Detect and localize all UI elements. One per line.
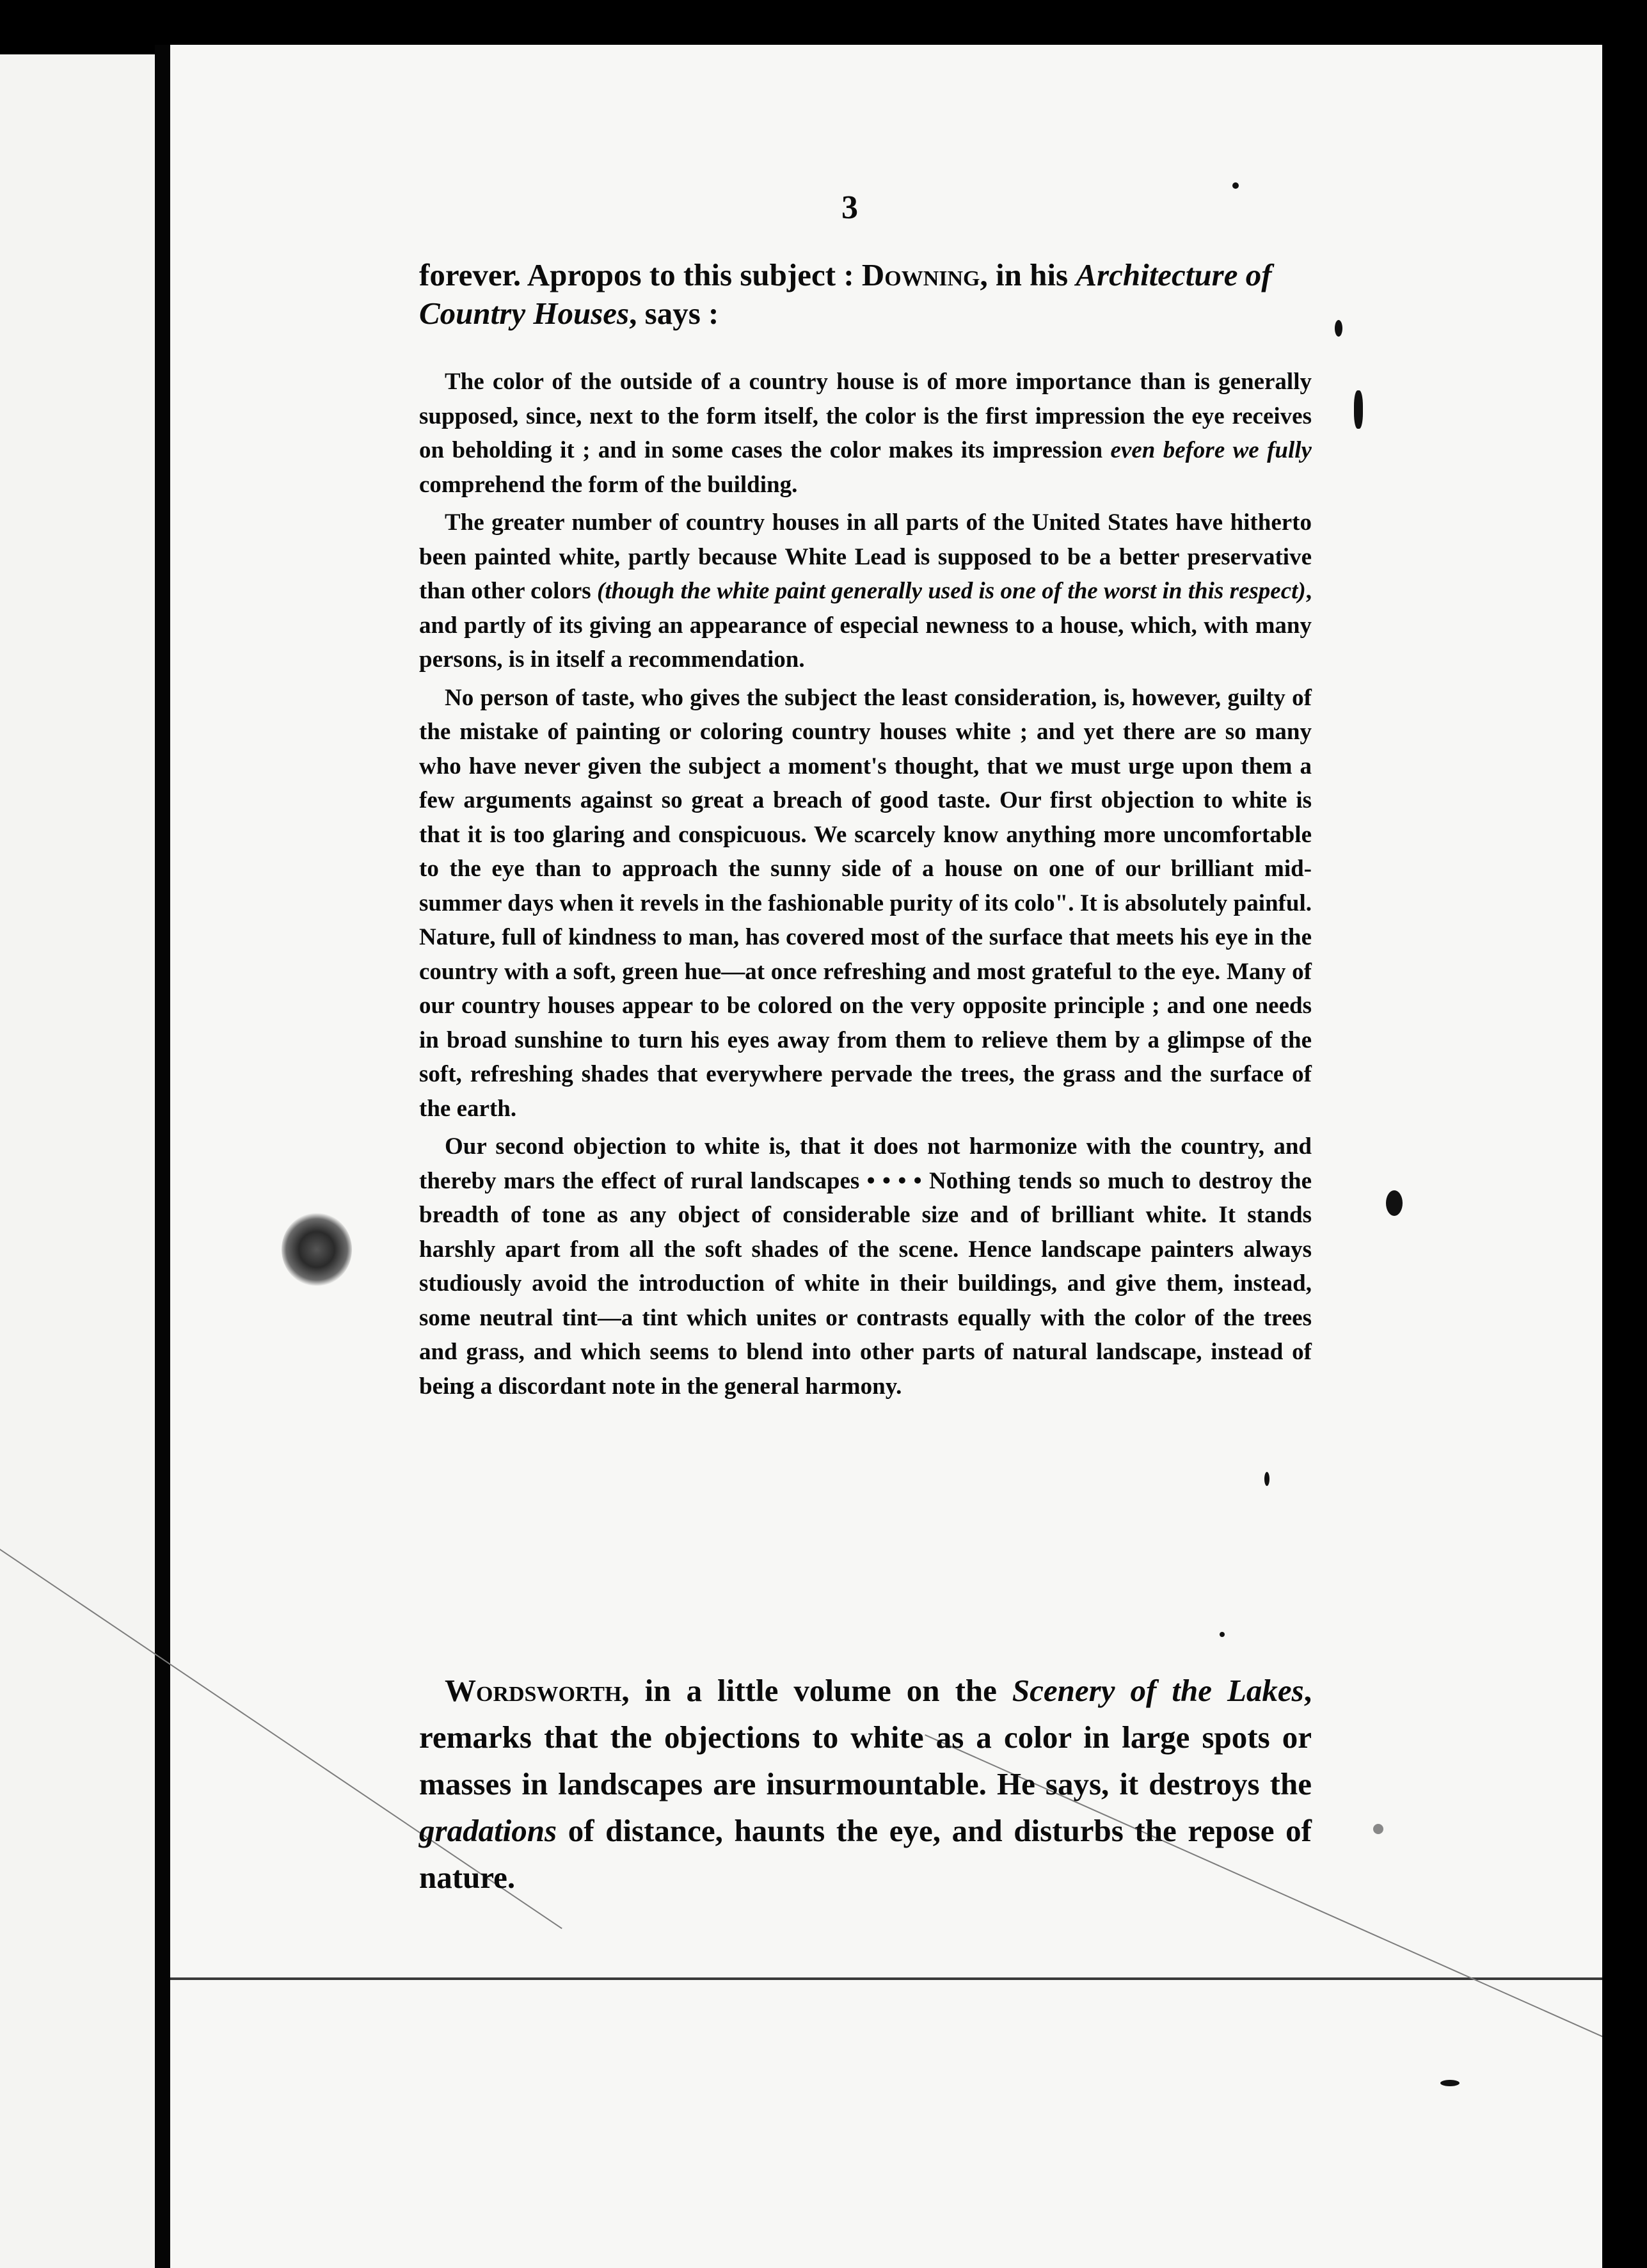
adjacent-page-edge — [0, 54, 155, 2268]
page-number: 3 — [841, 189, 858, 226]
book-title: Architecture of Country Houses — [419, 257, 1272, 331]
ink-speck — [1335, 320, 1342, 337]
intro-paragraph: forever. Apropos to this subject : Downing, in his Architecture of Country Houses, says : — [419, 257, 1272, 331]
ink-speck — [1220, 1632, 1225, 1637]
author-name: Downing — [861, 257, 980, 292]
quote-paragraph: No person of taste, who gives the subject the least consideration, is, however, guilty of the mistake of painting or coloring country houses white ; and yet there are so many who have never given the subject a moment's thought, that we must urge upon them a few arguments against so great a breach of good taste. Our first objection to white is that it is too glaring and conspicuous. We scarcely know anything more uncomfortable to the eye than to approach the sunny side of a house on one of our brilliant mid-summer days when it revels in the fashionable purity of its colo". It is absolutely painful. Nature, full of kindness to man, has covered most of the surface that meets his eye in the country with a soft, green hue—at once refreshing and most grateful to the eye. Many of our country houses appear to be colored on the very opposite principle ; and one needs in broad sunshine to turn his eyes away from them to relieve them by a glimpse of the soft, refreshing shades that everywhere pervade the trees, the grass and the surface of the earth. — [419, 684, 1312, 1122]
page-stain — [282, 1213, 352, 1286]
book-title: Scenery of the Lakes — [1012, 1673, 1304, 1708]
quote-paragraph: The greater number of country houses in all parts of the United States have hitherto been painted white, partly because White Lead is supposed to be a better preservative than other colors (though the white paint generally used is one of the worst in this respect), and partly of its giving an appearance of especial newness to a house, which, with many persons, is in itself a recommendation. — [419, 509, 1312, 673]
ink-speck — [1354, 390, 1363, 429]
ink-speck — [1232, 182, 1239, 189]
quote-paragraph: Our second objection to white is, that it does not harmonize with the country, and thereby mars the effect of rural landscapes • • • • Nothing tends so much to destroy the breadth of tone as any object of considerable size and of brilliant white. It stands harshly apart from all the soft shades of the scene. Hence landscape painters always studiously avoid the introduction of white in their buildings, and give them, instead, some neutral tint—a tint which unites or contrasts equally with the color of the trees and grass, and which seems to blend into other parts of natural landscape, instead of being a discordant note in the general harmony. — [419, 1133, 1312, 1400]
quoted-passage — [419, 365, 1312, 1407]
book-gutter — [155, 45, 170, 2268]
ink-speck — [1386, 1190, 1403, 1216]
author-name: Wordsworth — [445, 1673, 622, 1708]
closing-paragraph: Wordsworth, in a little volume on the Scenery of the Lakes, remarks that the objections to white as a color in large spots or masses in landscapes are insurmountable. He says, it destroys the gradations of distance, haunts the eye, and disturbs the repose of nature. — [419, 1673, 1312, 1895]
fold-line — [170, 1977, 1647, 1980]
ink-speck — [1264, 1472, 1269, 1486]
ink-speck — [1373, 1824, 1383, 1834]
ink-speck — [1440, 2080, 1460, 2086]
scan-right-border — [1602, 45, 1647, 2268]
quote-paragraph: The color of the outside of a country house is of more importance than is generally supposed, since, next to the form itself, the color is the first impression the eye receives on beholding it ; and in some cases the color makes its impression even before we fully comprehend the form of the building. — [419, 369, 1312, 498]
